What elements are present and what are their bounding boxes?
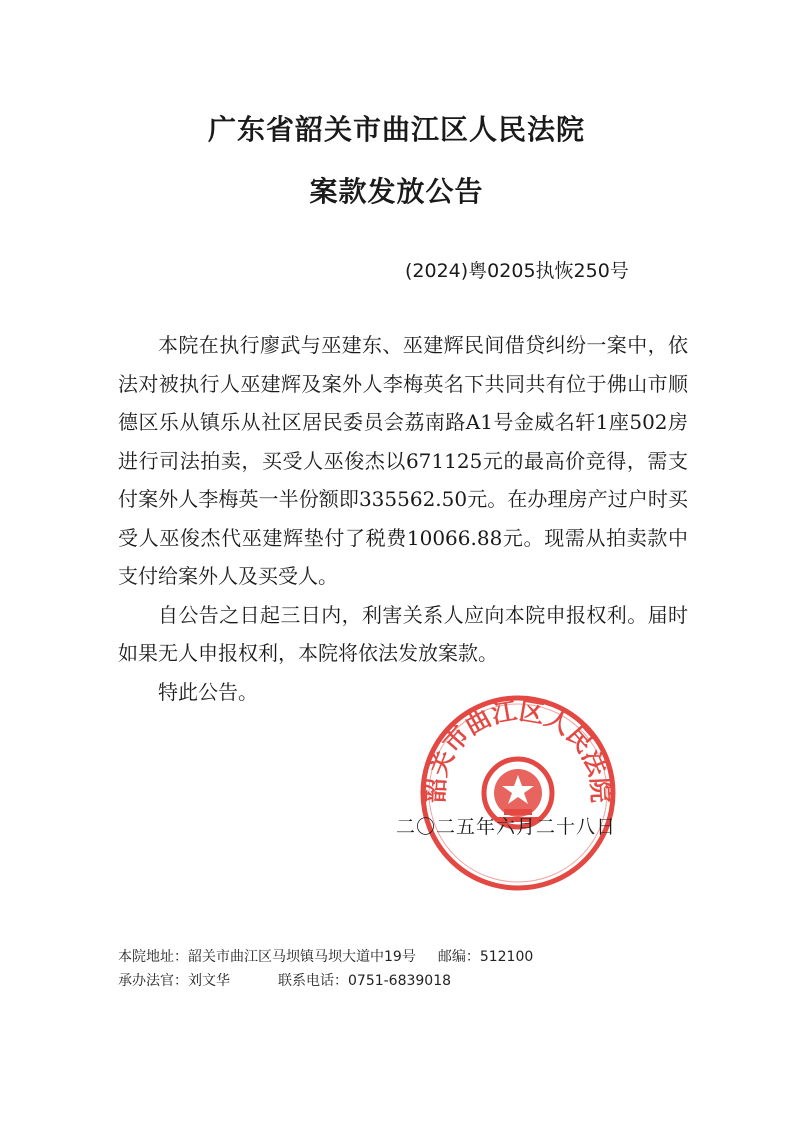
body-paragraph-2: 自公告之日起三日内，利害关系人应向本院申报权利。届时如果无人申报权利，本院将依法发放案款。 <box>118 602 688 665</box>
court-name-heading: 广东省韶关市曲江区人民法院 <box>207 113 585 146</box>
body-paragraph-1: 本院在执行廖武与巫建东、巫建辉民间借贷纠纷一案中，依法对被执行人巫建辉及案外人李梅英名下共同共有位于佛山市顺德区乐从镇乐从社区居民委员会荔南路A1号金威名轩1座502房进行司法拍卖，买受人巫俊杰以671125元的最高价竞得，需支付案外人李梅英一半份额即335562.50元。在办理房产过户时买受人巫俊杰代巫建辉垫付了税费10066.88元。现需从拍卖款中支付给案外人及买受人。 <box>118 333 688 588</box>
footer-contact-line <box>118 970 451 990</box>
notice-title-heading: 案款发放公告 <box>309 175 484 208</box>
court-address: 韶关市曲江区马坝镇马坝大道中19号 <box>188 949 416 965</box>
notice-body <box>118 326 688 711</box>
phone-label: 联系电话： <box>278 973 348 989</box>
notice-date: 二〇二五年六月二十八日 <box>396 816 617 838</box>
postcode: 512100 <box>479 949 534 965</box>
footer-address-line <box>118 946 533 966</box>
address-label: 本院地址： <box>118 949 188 965</box>
court-seal-stamp <box>418 693 618 893</box>
case-number: (2024)粤0205执恢250号 <box>405 260 629 282</box>
postcode-label: 邮编： <box>437 949 480 965</box>
contact-phone: 0751-6839018 <box>348 973 452 989</box>
body-paragraph-3: 特此公告。 <box>158 679 258 704</box>
judge-name: 刘文华 <box>188 973 230 989</box>
judge-label: 承办法官： <box>118 973 188 989</box>
svg-text:韶关市曲江区人民法院: 韶关市曲江区人民法院 <box>420 696 616 804</box>
